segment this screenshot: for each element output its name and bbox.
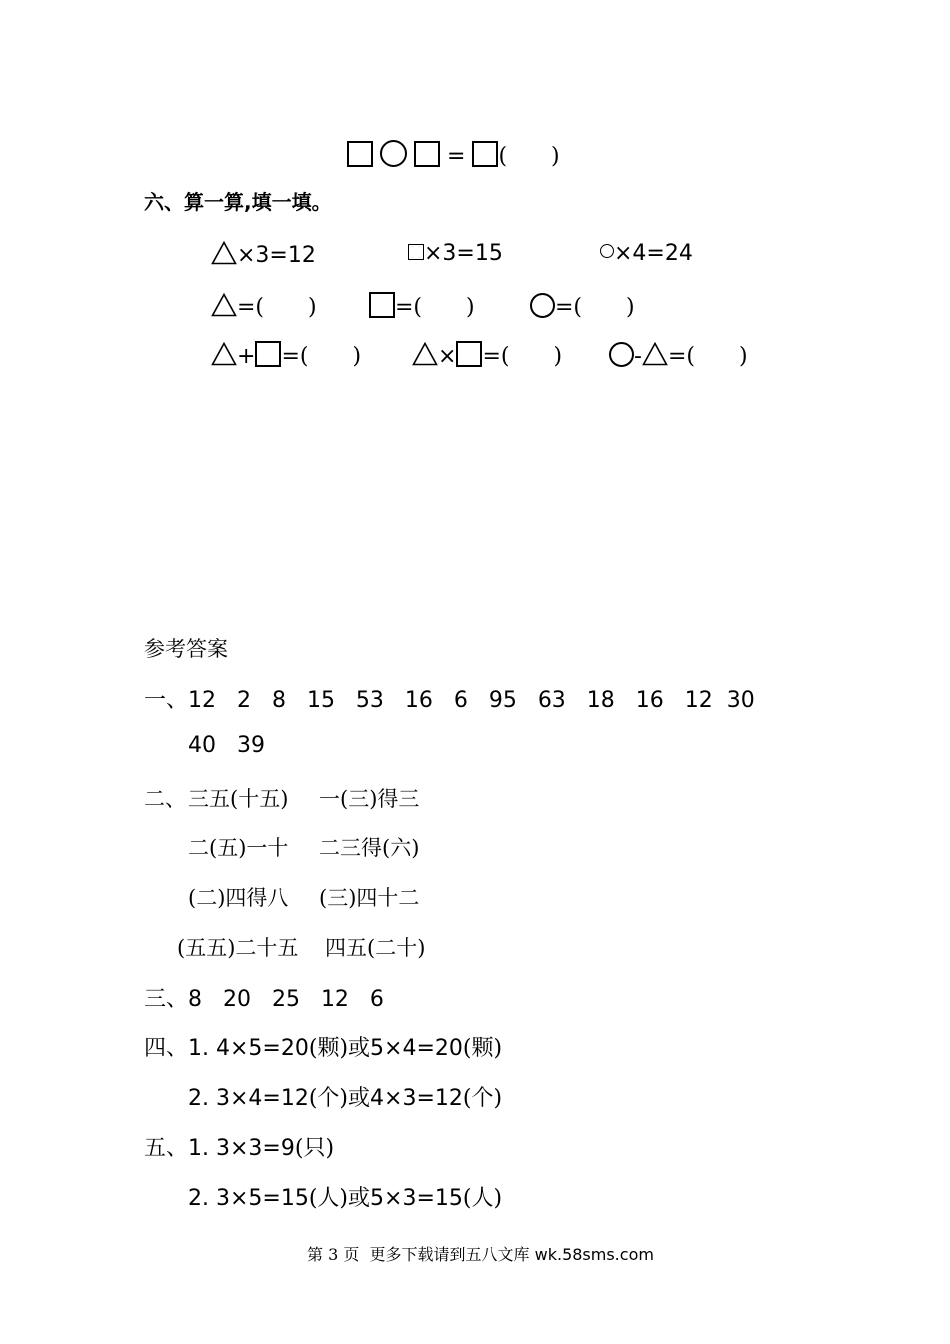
circle-icon bbox=[530, 293, 555, 318]
triangle-icon bbox=[211, 241, 237, 265]
answer-2-item: 二三得(六) bbox=[319, 836, 420, 860]
answer-4-1: 四、1. 4×5=20(颗)或5×4=20(颗) bbox=[144, 1036, 503, 1061]
answer-5-1: 五、1. 3×3=9(只) bbox=[144, 1136, 335, 1161]
page-footer: 第 3 页 更多下载请到五八文库 wk.58sms.com bbox=[307, 1245, 654, 1264]
square-icon bbox=[456, 341, 482, 367]
triangle-plus-square: + =( ) bbox=[211, 339, 361, 370]
circle-icon bbox=[380, 140, 407, 167]
triangle-icon bbox=[211, 293, 237, 317]
triangle-answer: =( ) bbox=[211, 290, 317, 321]
equation-circle-times-4: ×4=24 bbox=[600, 241, 693, 266]
answer-2-item: 一(三)得三 bbox=[319, 787, 420, 811]
equation-square-times-3: ×3=15 bbox=[408, 241, 503, 266]
answer-4-2: 2. 3×4=12(个)或4×3=12(个) bbox=[188, 1086, 503, 1111]
answer-2-label: 二、 bbox=[144, 787, 186, 811]
square-icon bbox=[255, 341, 281, 367]
square-icon bbox=[369, 292, 395, 318]
section-6-title: 六、算一算,填一填。 bbox=[144, 190, 332, 214]
equation-triangle-times-3: ×3=12 bbox=[211, 241, 316, 268]
square-icon bbox=[414, 141, 440, 167]
answer-5-2: 2. 3×5=15(人)或5×3=15(人) bbox=[188, 1186, 503, 1211]
square-answer: =( ) bbox=[369, 290, 475, 321]
answer-2-item: 四五(二十) bbox=[325, 936, 426, 960]
square-icon bbox=[472, 141, 498, 167]
triangle-icon bbox=[642, 342, 668, 366]
answer-2-item: (三)四十二 bbox=[319, 886, 420, 910]
shape-equation bbox=[347, 139, 560, 170]
triangle-icon bbox=[412, 342, 438, 366]
equals-sign: = bbox=[447, 144, 466, 169]
answer-blank: ( ) bbox=[498, 144, 560, 169]
answer-2-item: 二(五)一十 bbox=[188, 836, 289, 860]
square-icon bbox=[408, 244, 424, 260]
triangle-icon bbox=[211, 342, 237, 366]
answer-2-item: (五五)二十五 bbox=[177, 936, 299, 960]
circle-answer: =( ) bbox=[530, 290, 635, 321]
answers-heading: 参考答案 bbox=[144, 637, 228, 661]
answer-1-line2: 40 39 bbox=[188, 733, 265, 758]
footer-site-link[interactable]: wk.58sms.com bbox=[534, 1245, 654, 1264]
answer-3: 三、8 20 25 12 6 bbox=[144, 987, 384, 1012]
answer-2-item: (二)四得八 bbox=[188, 886, 289, 910]
answer-1-line1: 一、12 2 8 15 53 16 6 95 63 18 16 12 30 bbox=[144, 688, 755, 713]
answer-2-item: 三五(十五) bbox=[188, 787, 289, 811]
circle-minus-triangle: - =( ) bbox=[609, 339, 748, 370]
circle-icon bbox=[609, 342, 634, 367]
circle-icon bbox=[600, 244, 614, 258]
triangle-times-square: × =( ) bbox=[412, 339, 562, 370]
square-icon bbox=[347, 141, 373, 167]
